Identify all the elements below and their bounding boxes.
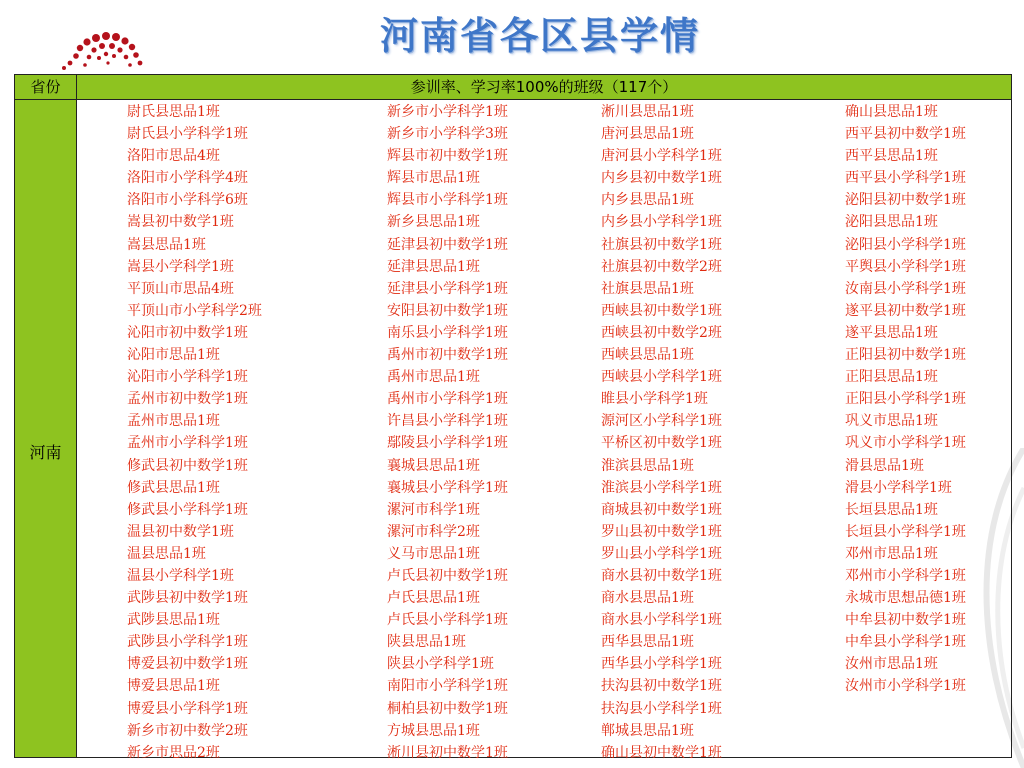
class-column-4 — [845, 101, 966, 698]
class-entry: 内乡县思品1班 — [601, 192, 694, 209]
class-entry: 武陟县初中数学1班 — [127, 590, 248, 607]
class-entry: 睢县小学科学1班 — [601, 391, 708, 408]
class-entry: 方城县思品1班 — [387, 722, 480, 739]
class-entry: 延津县初中数学1班 — [387, 236, 508, 253]
class-entry: 平顶山市小学科学2班 — [127, 302, 262, 319]
class-entry: 尉氏县思品1班 — [127, 104, 220, 120]
class-entry: 滑县小学科学1班 — [845, 479, 952, 496]
class-column-1 — [127, 101, 262, 764]
class-entry: 西平县思品1班 — [845, 148, 938, 165]
class-entry: 正阳县初中数学1班 — [845, 347, 966, 364]
class-entry: 漯河市科学2班 — [387, 523, 480, 540]
class-entry: 长垣县思品1班 — [845, 501, 938, 518]
class-entry: 确山县思品1班 — [845, 104, 938, 120]
class-entry: 社旗县初中数学1班 — [601, 236, 722, 253]
class-entry: 义马市思品1班 — [387, 545, 480, 562]
class-entry: 遂平县思品1班 — [845, 324, 938, 341]
class-entry: 新乡县思品1班 — [387, 214, 480, 231]
class-entry: 辉县市思品1班 — [387, 170, 480, 187]
class-entry: 武陟县思品1班 — [127, 612, 220, 629]
class-entry: 温县思品1班 — [127, 545, 206, 562]
header-province: 省份 — [15, 75, 77, 99]
class-entry: 商水县思品1班 — [601, 590, 694, 607]
class-entry: 唐河县小学科学1班 — [601, 148, 722, 165]
class-entry: 社旗县思品1班 — [601, 280, 694, 297]
class-entry: 长垣县小学科学1班 — [845, 523, 966, 540]
class-entry: 辉县市初中数学1班 — [387, 148, 508, 165]
class-entry: 西峡县初中数学1班 — [601, 302, 722, 319]
class-entry: 嵩县小学科学1班 — [127, 258, 234, 275]
class-entry: 襄城县小学科学1班 — [387, 479, 508, 496]
class-entry: 淮滨县思品1班 — [601, 457, 694, 474]
class-entry: 平顶山市思品4班 — [127, 280, 234, 297]
class-entry: 南阳市小学科学1班 — [387, 678, 508, 695]
page-title: 河南省各区县学情 — [380, 14, 701, 58]
class-entry: 西峡县思品1班 — [601, 347, 694, 364]
class-column-3 — [601, 101, 722, 764]
class-entry: 淅川县思品1班 — [601, 104, 694, 120]
class-entry: 嵩县思品1班 — [127, 236, 206, 253]
class-entry: 博爱县小学科学1班 — [127, 700, 248, 717]
class-entry: 商水县初中数学1班 — [601, 567, 722, 584]
class-entry: 禹州市小学科学1班 — [387, 391, 508, 408]
class-entry: 平桥区初中数学1班 — [601, 435, 722, 452]
class-entry: 泌阳县小学科学1班 — [845, 236, 966, 253]
class-entry: 新乡市小学科学3班 — [387, 126, 508, 143]
class-entry: 博爱县思品1班 — [127, 678, 220, 695]
class-entry: 孟州市思品1班 — [127, 413, 220, 430]
class-entry: 邓州市思品1班 — [845, 545, 938, 562]
class-entry: 沁阳市思品1班 — [127, 347, 220, 364]
province-cell — [15, 100, 77, 757]
class-entry: 漯河市科学1班 — [387, 501, 480, 518]
class-entry: 内乡县初中数学1班 — [601, 170, 722, 187]
class-table — [14, 74, 1012, 761]
class-entry: 洛阳市小学科学4班 — [127, 170, 248, 187]
class-entry: 扶沟县小学科学1班 — [601, 700, 722, 717]
class-entry: 桐柏县初中数学1班 — [387, 700, 508, 717]
class-entry: 中牟县小学科学1班 — [845, 634, 966, 651]
class-entry: 滑县思品1班 — [845, 457, 924, 474]
header-classes: 参训率、学习率100%的班级（117个） — [410, 78, 678, 96]
table-header-row — [15, 75, 1011, 100]
class-entry: 扶沟县初中数学1班 — [601, 678, 722, 695]
class-entry: 汝州市小学科学1班 — [845, 678, 966, 695]
class-entry: 永城市思想品德1班 — [845, 590, 966, 607]
class-entry: 新乡市初中数学2班 — [127, 722, 248, 739]
class-entry: 中牟县初中数学1班 — [845, 612, 966, 629]
class-entry: 罗山县初中数学1班 — [601, 523, 722, 540]
class-entry: 安阳县初中数学1班 — [387, 302, 508, 319]
class-entry: 社旗县初中数学2班 — [601, 258, 722, 275]
class-entry: 商城县初中数学1班 — [601, 501, 722, 518]
province-name: 河南 — [29, 443, 62, 462]
class-entry: 卢氏县初中数学1班 — [387, 567, 508, 584]
class-entry: 温县初中数学1班 — [127, 523, 234, 540]
class-entry: 正阳县思品1班 — [845, 369, 938, 386]
class-entry: 汝南县小学科学1班 — [845, 280, 966, 297]
class-entry: 西华县思品1班 — [601, 634, 694, 651]
class-entry: 新乡市思品2班 — [127, 744, 220, 761]
class-entry: 辉县市小学科学1班 — [387, 192, 508, 209]
class-entry: 博爱县初中数学1班 — [127, 656, 248, 673]
class-entry: 沁阳市小学科学1班 — [127, 369, 248, 386]
class-entry: 唐河县思品1班 — [601, 126, 694, 143]
class-entry: 内乡县小学科学1班 — [601, 214, 722, 231]
class-entry: 孟州市初中数学1班 — [127, 391, 248, 408]
class-entry: 武陟县小学科学1班 — [127, 634, 248, 651]
class-entry: 卢氏县思品1班 — [387, 590, 480, 607]
logo-icon — [40, 30, 160, 74]
class-entry: 延津县小学科学1班 — [387, 280, 508, 297]
class-entry: 泌阳县思品1班 — [845, 214, 938, 231]
class-entry: 禹州市思品1班 — [387, 369, 480, 386]
class-entry: 洛阳市思品4班 — [127, 148, 220, 165]
class-entry: 孟州市小学科学1班 — [127, 435, 248, 452]
class-entry: 西峡县初中数学2班 — [601, 324, 722, 341]
class-entry: 源河区小学科学1班 — [601, 413, 722, 430]
class-entry: 巩义市小学科学1班 — [845, 435, 966, 452]
class-entry: 西峡县小学科学1班 — [601, 369, 722, 386]
class-entry: 新乡市小学科学1班 — [387, 104, 508, 120]
class-entry: 巩义市思品1班 — [845, 413, 938, 430]
class-entry: 延津县思品1班 — [387, 258, 480, 275]
class-entry: 鄢陵县小学科学1班 — [387, 435, 508, 452]
class-entry: 尉氏县小学科学1班 — [127, 126, 248, 143]
class-column-2 — [387, 101, 508, 764]
class-entry: 淮滨县小学科学1班 — [601, 479, 722, 496]
class-entry: 卢氏县小学科学1班 — [387, 612, 508, 629]
class-entry: 汝州市思品1班 — [845, 656, 938, 673]
class-entry: 正阳县小学科学1班 — [845, 391, 966, 408]
class-entry: 陕县小学科学1班 — [387, 656, 494, 673]
class-entry: 遂平县初中数学1班 — [845, 302, 966, 319]
class-entry: 罗山县小学科学1班 — [601, 545, 722, 562]
class-entry: 西平县初中数学1班 — [845, 126, 966, 143]
class-entry: 西平县小学科学1班 — [845, 170, 966, 187]
class-entry: 沁阳市初中数学1班 — [127, 324, 248, 341]
class-entry: 温县小学科学1班 — [127, 567, 234, 584]
class-entry: 许昌县小学科学1班 — [387, 413, 508, 430]
class-entry: 郸城县思品1班 — [601, 722, 694, 739]
class-entry: 修武县初中数学1班 — [127, 457, 248, 474]
class-entry: 洛阳市小学科学6班 — [127, 192, 248, 209]
class-entry: 南乐县小学科学1班 — [387, 324, 508, 341]
class-entry: 平舆县小学科学1班 — [845, 258, 966, 275]
class-entry: 嵩县初中数学1班 — [127, 214, 234, 231]
class-entry: 淅川县初中数学1班 — [387, 744, 508, 761]
class-entry: 西华县小学科学1班 — [601, 656, 722, 673]
class-entry: 商水县小学科学1班 — [601, 612, 722, 629]
class-entry: 确山县初中数学1班 — [601, 744, 722, 761]
class-entry: 修武县思品1班 — [127, 479, 220, 496]
class-entry: 襄城县思品1班 — [387, 457, 480, 474]
class-entry: 禹州市初中数学1班 — [387, 347, 508, 364]
class-entry: 邓州市小学科学1班 — [845, 567, 966, 584]
class-entry: 修武县小学科学1班 — [127, 501, 248, 518]
class-entry: 陕县思品1班 — [387, 634, 466, 651]
class-entry: 泌阳县初中数学1班 — [845, 192, 966, 209]
